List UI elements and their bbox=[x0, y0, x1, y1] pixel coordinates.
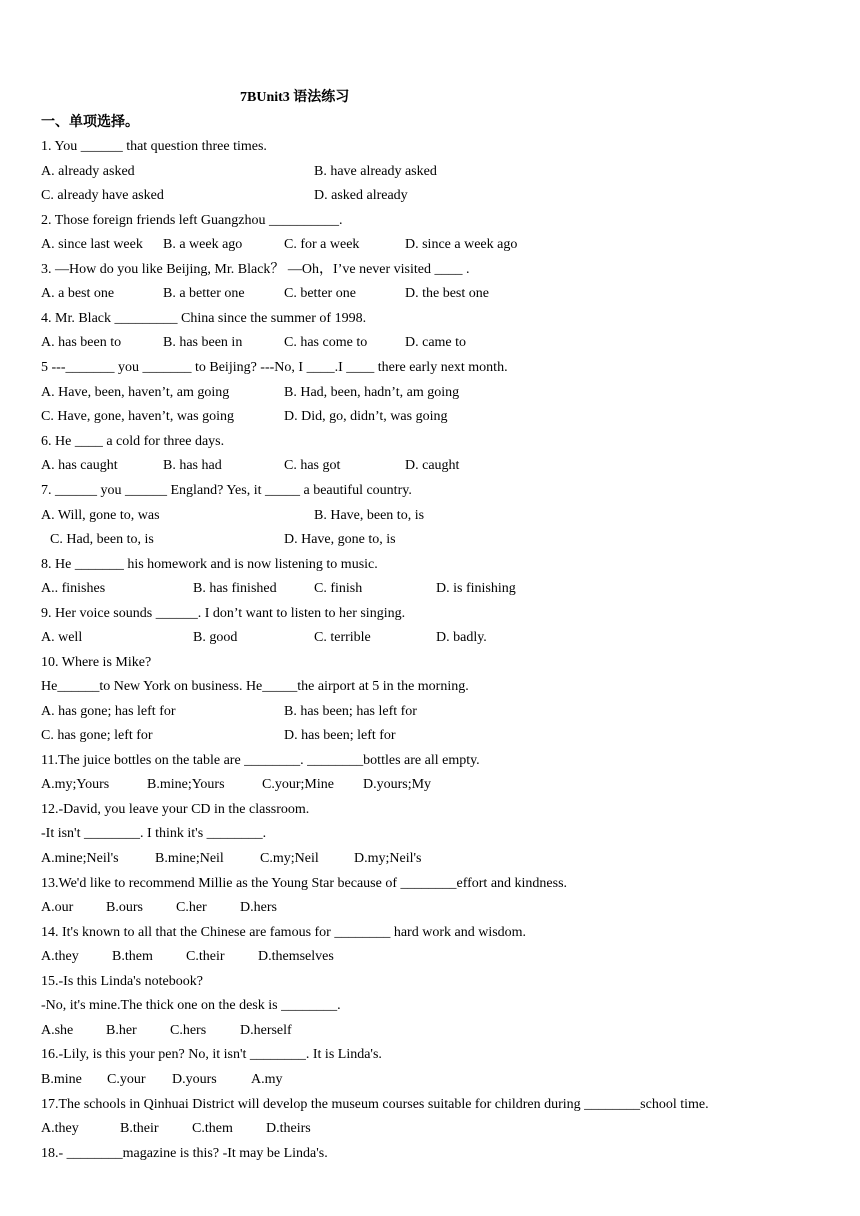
q7-option-d: D. Have, gone to, is bbox=[284, 532, 396, 547]
q16-option-a: A.my bbox=[251, 1072, 283, 1087]
q15-option-b: B.her bbox=[106, 1023, 137, 1038]
q12-option-d: D.my;Neil's bbox=[354, 851, 422, 866]
q13-option-a: A.our bbox=[41, 900, 74, 915]
question-3: 3. —How do you like Beijing, Mr. Black？ —Oh，I’ve never visited ____ . bbox=[41, 262, 470, 277]
section-heading: 一、单项选择。 bbox=[41, 115, 139, 130]
q11-option-c: C.your;Mine bbox=[262, 777, 334, 792]
question-17: 17.The schools in Qinhuai District will develop the museum courses suitable for children during ________school time. bbox=[41, 1097, 709, 1112]
q5-option-d: D. Did, go, didn’t, was going bbox=[284, 409, 448, 424]
q2-option-c: C. for a week bbox=[284, 237, 360, 252]
question-15: 15.-Is this Linda's notebook? bbox=[41, 974, 203, 989]
question-16: 16.-Lily, is this your pen? No, it isn't ________. It is Linda's. bbox=[41, 1047, 382, 1062]
q10-option-b: B. has been; has left for bbox=[284, 704, 417, 719]
question-12-continued: -It isn't ________. I think it's ________. bbox=[41, 826, 267, 841]
q14-option-d: D.themselves bbox=[258, 949, 334, 964]
q12-option-c: C.my;Neil bbox=[260, 851, 319, 866]
q6-option-d: D. caught bbox=[405, 458, 460, 473]
page-title: 7BUnit3 语法练习 bbox=[240, 90, 350, 105]
q17-option-a: A.they bbox=[41, 1121, 79, 1136]
question-2: 2. Those foreign friends left Guangzhou __________. bbox=[41, 213, 343, 228]
q11-option-d: D.yours;My bbox=[363, 777, 432, 792]
question-10: 10. Where is Mike? bbox=[41, 655, 152, 670]
q8-option-d: D. is finishing bbox=[436, 581, 516, 596]
q13-option-d: D.hers bbox=[240, 900, 277, 915]
q1-option-a: A. already asked bbox=[41, 164, 135, 179]
q13-option-b: B.ours bbox=[106, 900, 143, 915]
q12-option-a: A.mine;Neil's bbox=[41, 851, 119, 866]
question-13: 13.We'd like to recommend Millie as the Young Star because of ________effort and kindness. bbox=[41, 876, 568, 891]
question-14: 14. It's known to all that the Chinese are famous for ________ hard work and wisdom. bbox=[41, 925, 527, 940]
question-5: 5 ---_______ you _______ to Beijing? ---No, I ____.I ____ there early next month. bbox=[41, 360, 508, 375]
q3-option-a: A. a best one bbox=[41, 286, 115, 301]
q8-option-a: A.. finishes bbox=[41, 581, 106, 596]
q17-option-c: C.them bbox=[192, 1121, 233, 1136]
q15-option-c: C.hers bbox=[170, 1023, 207, 1038]
q11-option-a: A.my;Yours bbox=[41, 777, 110, 792]
q6-option-a: A. has caught bbox=[41, 458, 118, 473]
q7-option-b: B. Have, been to, is bbox=[314, 508, 425, 523]
q1-option-c: C. already have asked bbox=[41, 188, 164, 203]
q5-option-b: B. Had, been, hadn’t, am going bbox=[284, 385, 460, 400]
q6-option-b: B. has had bbox=[163, 458, 222, 473]
q9-option-d: D. badly. bbox=[436, 630, 487, 645]
q4-option-b: B. has been in bbox=[163, 335, 243, 350]
q7-option-c: C. Had, been to, is bbox=[50, 532, 154, 547]
q5-option-a: A. Have, been, haven’t, am going bbox=[41, 385, 230, 400]
q16-option-c: C.your bbox=[107, 1072, 146, 1087]
q9-option-c: C. terrible bbox=[314, 630, 371, 645]
q16-option-b: B.mine bbox=[41, 1072, 82, 1087]
q3-option-d: D. the best one bbox=[405, 286, 489, 301]
q1-option-b: B. have already asked bbox=[314, 164, 437, 179]
q2-option-a: A. since last week bbox=[41, 237, 143, 252]
question-10-continued: He______to New York on business. He_____the airport at 5 in the morning. bbox=[41, 679, 469, 694]
q10-option-c: C. has gone; left for bbox=[41, 728, 153, 743]
question-7: 7. ______ you ______ England? Yes, it _____ a beautiful country. bbox=[41, 483, 412, 498]
q10-option-d: D. has been; left for bbox=[284, 728, 396, 743]
q17-option-b: B.their bbox=[120, 1121, 159, 1136]
question-11: 11.The juice bottles on the table are ________. ________bottles are all empty. bbox=[41, 753, 480, 768]
question-15-continued: -No, it's mine.The thick one on the desk is ________. bbox=[41, 998, 341, 1013]
q11-option-b: B.mine;Yours bbox=[147, 777, 225, 792]
q14-option-b: B.them bbox=[112, 949, 153, 964]
question-12: 12.-David, you leave your CD in the classroom. bbox=[41, 802, 310, 817]
q3-option-b: B. a better one bbox=[163, 286, 245, 301]
question-6: 6. He ____ a cold for three days. bbox=[41, 434, 225, 449]
q1-option-d: D. asked already bbox=[314, 188, 408, 203]
q7-option-a: A. Will, gone to, was bbox=[41, 508, 160, 523]
q12-option-b: B.mine;Neil bbox=[155, 851, 224, 866]
q6-option-c: C. has got bbox=[284, 458, 341, 473]
q13-option-c: C.her bbox=[176, 900, 207, 915]
q17-option-d: D.theirs bbox=[266, 1121, 311, 1136]
q4-option-c: C. has come to bbox=[284, 335, 368, 350]
q3-option-c: C. better one bbox=[284, 286, 356, 301]
q8-option-b: B. has finished bbox=[193, 581, 277, 596]
question-18: 18.- ________magazine is this? -It may be Linda's. bbox=[41, 1146, 328, 1161]
q9-option-a: A. well bbox=[41, 630, 83, 645]
q4-option-a: A. has been to bbox=[41, 335, 122, 350]
q10-option-a: A. has gone; has left for bbox=[41, 704, 176, 719]
q14-option-a: A.they bbox=[41, 949, 79, 964]
question-8: 8. He _______ his homework and is now listening to music. bbox=[41, 557, 378, 572]
q4-option-d: D. came to bbox=[405, 335, 467, 350]
q15-option-d: D.herself bbox=[240, 1023, 292, 1038]
q2-option-d: D. since a week ago bbox=[405, 237, 518, 252]
question-9: 9. Her voice sounds ______. I don’t want to listen to her singing. bbox=[41, 606, 406, 621]
question-4: 4. Mr. Black _________ China since the summer of 1998. bbox=[41, 311, 367, 326]
q8-option-c: C. finish bbox=[314, 581, 363, 596]
q16-option-d: D.yours bbox=[172, 1072, 217, 1087]
q5-option-c: C. Have, gone, haven’t, was going bbox=[41, 409, 234, 424]
q9-option-b: B. good bbox=[193, 630, 238, 645]
q15-option-a: A.she bbox=[41, 1023, 74, 1038]
q2-option-b: B. a week ago bbox=[163, 237, 243, 252]
question-1: 1. You ______ that question three times. bbox=[41, 139, 267, 154]
q14-option-c: C.their bbox=[186, 949, 225, 964]
